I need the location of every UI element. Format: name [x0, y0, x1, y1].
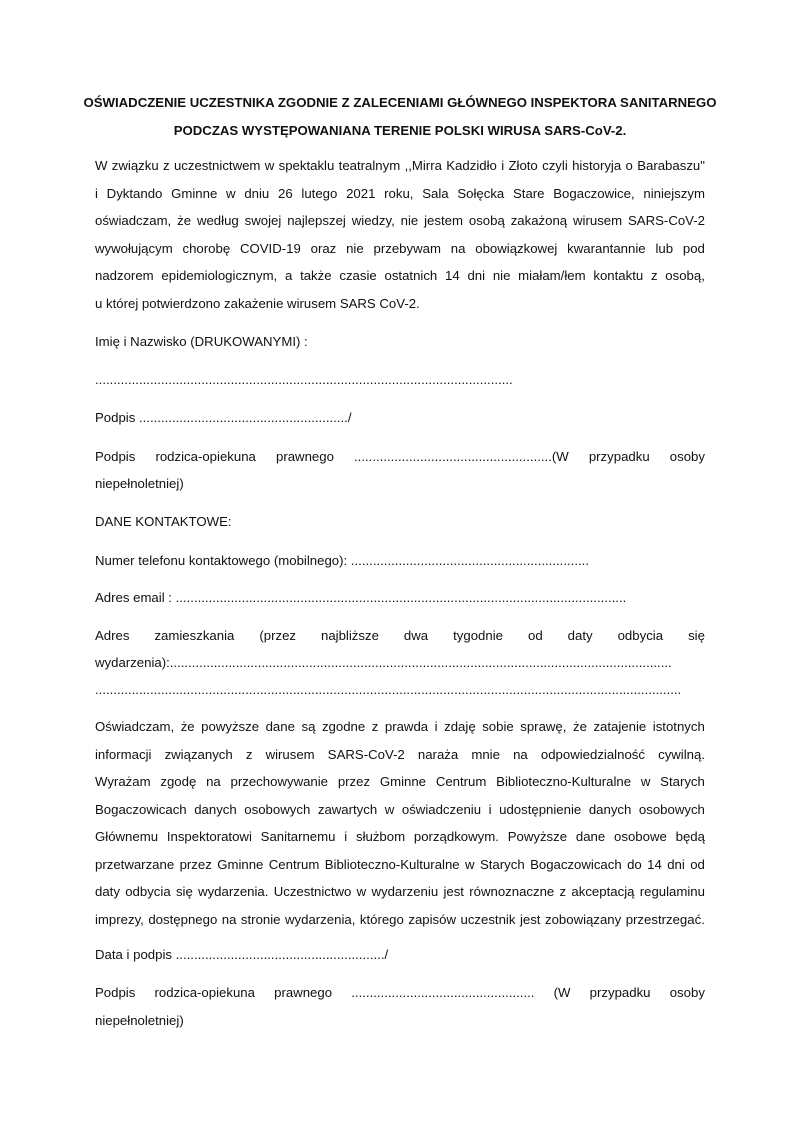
- intro-line-3: [95, 213, 705, 228]
- word: Gminne: [379, 774, 427, 789]
- word: Centrum: [268, 857, 320, 872]
- word: do: [627, 857, 642, 872]
- word: Podpis: [95, 985, 136, 1000]
- word: którego: [359, 912, 404, 927]
- word: w: [356, 884, 367, 899]
- word: obowiązkowej: [475, 241, 558, 256]
- word: osoby: [669, 449, 705, 464]
- word: z: [163, 158, 170, 173]
- word: jestem: [424, 213, 463, 228]
- word: służbom: [355, 829, 406, 844]
- word: zamieszkania: [154, 628, 235, 643]
- word: porządkowym.: [413, 829, 499, 844]
- word: teatralnym: [338, 158, 401, 173]
- word: nie: [400, 213, 419, 228]
- word: przez: [179, 857, 212, 872]
- word: SARS-CoV-2: [628, 213, 705, 228]
- intro-line-2: [95, 186, 705, 201]
- declaration-line-5: [95, 829, 705, 844]
- declaration-line-1: [95, 719, 705, 734]
- word: zdaję: [444, 719, 476, 734]
- word: przebywam: [373, 241, 441, 256]
- word: powyższe: [201, 719, 260, 734]
- word: z: [245, 747, 253, 762]
- word: i: [95, 186, 98, 201]
- word: cywilną.: [658, 747, 705, 762]
- word: i: [488, 802, 492, 817]
- date-signature-field: Data i podpis ........................................................./: [95, 947, 389, 962]
- word: Centrum: [435, 774, 487, 789]
- word: są: [301, 719, 316, 734]
- word: z: [650, 268, 658, 283]
- word: przetwarzane: [95, 857, 175, 872]
- word: dostępnego: [148, 912, 218, 927]
- word: Starych: [479, 857, 525, 872]
- word: regulaminu: [639, 884, 705, 899]
- word: osoby: [669, 985, 705, 1000]
- word: udostępnienie: [499, 802, 582, 817]
- word: zapisów: [408, 912, 456, 927]
- word: Inspektoratowi: [166, 829, 252, 844]
- word: dane: [265, 719, 295, 734]
- email-field: Adres email : ...........................................................................................................................: [95, 590, 627, 605]
- word: przestrzegać.: [625, 912, 705, 927]
- word: dniu: [244, 186, 270, 201]
- word: Wyrażam: [95, 774, 151, 789]
- word: imprezy,: [95, 912, 144, 927]
- word: że: [572, 719, 587, 734]
- intro-line-1: [95, 158, 705, 173]
- word: miałam/łem: [518, 268, 586, 283]
- word: wydarzenia.: [198, 884, 269, 899]
- word: Sala: [422, 186, 449, 201]
- word: przechowywanie: [230, 774, 329, 789]
- word: SARS-CoV-2: [327, 747, 405, 762]
- word: osobą: [468, 213, 505, 228]
- word: i: [501, 158, 505, 173]
- declaration-line-3: [95, 774, 705, 789]
- word: tygodnie: [453, 628, 503, 643]
- word: na: [221, 912, 237, 927]
- word: Uczestnictwo: [273, 884, 352, 899]
- word: wydarzenia,: [285, 912, 356, 927]
- word: że: [177, 213, 192, 228]
- intro-line-6: u której potwierdzono zakażenie wirusem SARS CoV-2.: [95, 296, 420, 311]
- word: osobowych: [244, 802, 311, 817]
- word: z: [371, 719, 379, 734]
- word: związku: [111, 158, 159, 173]
- word: zgodę: [160, 774, 197, 789]
- word: roku,: [384, 186, 414, 201]
- word: Gminne: [171, 186, 218, 201]
- address-field: [95, 628, 705, 643]
- word: zatajenie: [593, 719, 647, 734]
- word: wywołującym: [95, 241, 173, 256]
- word: osobowe: [614, 829, 667, 844]
- word: a: [284, 268, 293, 283]
- name-label: Imię i Nazwisko (DRUKOWANYMI) :: [95, 334, 308, 349]
- declaration-line-6: [95, 857, 705, 872]
- word: w: [384, 802, 395, 817]
- word: także: [300, 268, 332, 283]
- word: na: [513, 747, 528, 762]
- intro-line-5: [95, 268, 705, 283]
- word: wiedzy,: [351, 213, 395, 228]
- word: zgodne: [321, 719, 366, 734]
- word: równoznaczne: [469, 884, 555, 899]
- address-line3: ................................................................................................................................................................: [95, 682, 682, 697]
- signature-field: Podpis ........................................................./: [95, 410, 352, 425]
- declaration-line-8: [95, 912, 705, 927]
- declaration-line-2: [95, 747, 705, 762]
- word: zobowiązany: [544, 912, 622, 927]
- word: prawda: [384, 719, 429, 734]
- word: lutego: [301, 186, 338, 201]
- address-line2: wydarzenia):.........................................................................................................................................: [95, 655, 672, 670]
- contact-header: DANE KONTAKTOWE:: [95, 514, 232, 529]
- word: będą: [675, 829, 705, 844]
- word: czasie: [339, 268, 377, 283]
- word: i: [344, 829, 348, 844]
- word: z: [559, 884, 567, 899]
- word: dni: [467, 268, 486, 283]
- word: W: [95, 158, 108, 173]
- word: (przez: [259, 628, 296, 643]
- phone-field: Numer telefonu kontaktowego (mobilnego): .................................................................: [95, 553, 589, 568]
- word: istotnych: [652, 719, 705, 734]
- word: niniejszym: [643, 186, 705, 201]
- word: się: [688, 628, 705, 643]
- word: odbycia: [617, 628, 664, 643]
- word: 14: [445, 268, 460, 283]
- word: 26: [277, 186, 293, 201]
- word: Powyższe: [507, 829, 568, 844]
- word: na: [206, 774, 221, 789]
- word: prawnego: [274, 985, 333, 1000]
- word: nie: [492, 268, 511, 283]
- word: Kadzidło: [446, 158, 497, 173]
- word: Głównemu: [95, 829, 159, 844]
- word: Gminne: [217, 857, 264, 872]
- word: Sanitarnemu: [260, 829, 336, 844]
- word: uczestnik: [460, 912, 516, 927]
- word: dwa: [403, 628, 429, 643]
- word: osobowych: [638, 802, 705, 817]
- word: spektaklu: [278, 158, 335, 173]
- guardian-signature-1-line2: niepełnoletniej): [95, 476, 184, 491]
- word: (W: [553, 985, 571, 1000]
- word: 14: [647, 857, 662, 872]
- word: Barabaszu": [637, 158, 705, 173]
- word: stronie: [240, 912, 281, 927]
- word: dni: [667, 857, 685, 872]
- word: akceptacją: [571, 884, 635, 899]
- word: na: [450, 241, 466, 256]
- declaration-line-7: [95, 884, 705, 899]
- word: oraz: [310, 241, 337, 256]
- word: oświadczeniu: [401, 802, 482, 817]
- word: pod: [682, 241, 705, 256]
- guardian-signature-2-line2: niepełnoletniej): [95, 1013, 184, 1028]
- title-line-2: PODCZAS WYSTĘPOWANIANA TERENIE POLSKI WIRUSA SARS-CoV-2.: [173, 123, 627, 138]
- guardian-signature-1: [95, 449, 705, 464]
- word: odbycia: [125, 884, 171, 899]
- word: w: [640, 774, 651, 789]
- word: Sołęcka: [457, 186, 505, 201]
- word: odpowiedzialność: [540, 747, 645, 762]
- word: w: [226, 186, 236, 201]
- word: jest: [519, 912, 541, 927]
- word: chorobę: [182, 241, 231, 256]
- word: dane: [575, 829, 606, 844]
- word: Bogaczowice,: [553, 186, 635, 201]
- intro-line-4: [95, 241, 705, 256]
- word: danych: [588, 802, 632, 817]
- word: wirusem: [265, 747, 315, 762]
- word: jest: [443, 884, 464, 899]
- word: danych: [194, 802, 237, 817]
- word: że: [180, 719, 195, 734]
- word: Stare: [513, 186, 545, 201]
- word: Podpis: [95, 449, 136, 464]
- word: sobie: [482, 719, 514, 734]
- word: mnie: [471, 747, 500, 762]
- word: nie: [346, 241, 364, 256]
- word: Bogaczowicach: [530, 857, 622, 872]
- word: ......................................................(W: [354, 449, 569, 464]
- word: swojej: [244, 213, 282, 228]
- word: rodzica-opiekuna: [154, 985, 255, 1000]
- word: kontaktu: [593, 268, 644, 283]
- word: najbliższe: [321, 628, 379, 643]
- word: Bogaczowicach: [95, 802, 187, 817]
- title-line-1: OŚWIADCZENIE UCZESTNIKA ZGODNIE Z ZALECENIAMI GŁÓWNEGO INSPEKTORA SANITARNEGO: [83, 95, 717, 110]
- word: uczestnictwem: [173, 158, 261, 173]
- word: wydarzeniu: [371, 884, 439, 899]
- name-field: ..................................................................................................................: [95, 372, 513, 387]
- word: najlepszej: [287, 213, 346, 228]
- word: historyja: [572, 158, 622, 173]
- word: i: [434, 719, 438, 734]
- word: wirusem: [573, 213, 623, 228]
- word: naraża: [417, 747, 459, 762]
- word: przypadku: [589, 985, 651, 1000]
- word: lub: [655, 241, 674, 256]
- word: w: [465, 857, 475, 872]
- word: kwarantannie: [567, 241, 646, 256]
- word: Biblioteczno-Kulturalne: [324, 857, 460, 872]
- word: rodzica-opiekuna: [155, 449, 256, 464]
- word: sprawę,: [520, 719, 567, 734]
- word: o: [625, 158, 633, 173]
- word: przypadku: [588, 449, 650, 464]
- word: informacji: [95, 747, 152, 762]
- word: czyli: [542, 158, 568, 173]
- word: od: [527, 628, 543, 643]
- word: związanych: [164, 747, 233, 762]
- word: Oświadczam,: [95, 719, 175, 734]
- word: 2021: [346, 186, 376, 201]
- word: Biblioteczno-Kulturalne: [496, 774, 632, 789]
- word: prawnego: [275, 449, 334, 464]
- word: ..................................................: [351, 985, 535, 1000]
- word: Adres: [95, 628, 130, 643]
- word: COVID-19: [239, 241, 301, 256]
- word: daty: [567, 628, 593, 643]
- word: zawartych: [317, 802, 378, 817]
- word: Starych: [660, 774, 705, 789]
- word: Dyktando: [106, 186, 163, 201]
- word: od: [690, 857, 705, 872]
- word: Złoto: [508, 158, 538, 173]
- word: przez: [337, 774, 371, 789]
- word: nadzorem: [95, 268, 154, 283]
- word: według: [196, 213, 239, 228]
- word: się: [175, 884, 193, 899]
- word: daty: [95, 884, 120, 899]
- declaration-line-4: [95, 802, 705, 817]
- word: ostatnich: [384, 268, 438, 283]
- word: oświadczam,: [95, 213, 172, 228]
- word: w: [264, 158, 275, 173]
- word: epidemiologicznym,: [161, 268, 278, 283]
- word: osobą,: [665, 268, 705, 283]
- word: zakażoną: [510, 213, 568, 228]
- guardian-signature-2: [95, 985, 705, 1000]
- word: ,,Mirra: [404, 158, 442, 173]
